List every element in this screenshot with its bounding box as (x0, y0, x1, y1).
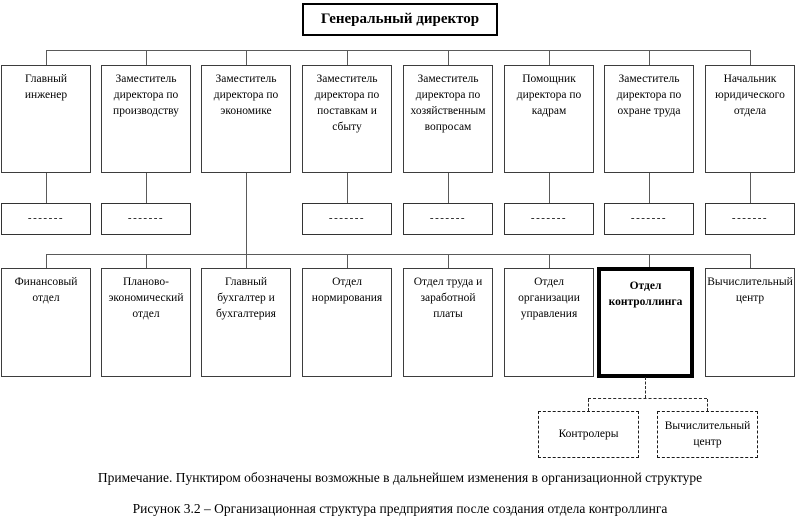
connector-stub (750, 173, 751, 203)
node-future-controllers: Контролеры (538, 411, 639, 458)
node-controlling-dept: Отдел контроллинга (597, 267, 694, 378)
placeholder-node: ------- (101, 203, 191, 235)
connector-bus-top (46, 50, 750, 51)
connector-dashed-stub (707, 399, 708, 411)
connector-stub (246, 254, 247, 268)
node-deputy-supply-sales: Заместитель директора по поставкам и сбыту (302, 65, 392, 173)
placeholder-node: ------- (302, 203, 392, 235)
connector-stub (347, 254, 348, 268)
connector-stub (649, 254, 650, 268)
node-deputy-production: Заместитель директора по производству (101, 65, 191, 173)
placeholder-node: ------- (604, 203, 694, 235)
connector-stub (549, 50, 550, 65)
node-management-org-dept: Отдел организации управления (504, 268, 594, 377)
connector-stub (146, 254, 147, 268)
placeholder-node: ------- (705, 203, 795, 235)
node-computing-center: Вычислительный центр (705, 268, 795, 377)
connector-stub (549, 173, 550, 203)
connector-stub (347, 173, 348, 203)
node-deputy-labor-safety: Заместитель директора по охране труда (604, 65, 694, 173)
diagram-note: Примечание. Пунктиром обозначены возможные в дальнейшем изменения в организационной структуре (97, 470, 703, 485)
connector-stub (750, 50, 751, 65)
node-labor-wages-dept: Отдел труда и заработной платы (403, 268, 493, 377)
connector-stub (347, 50, 348, 65)
node-general-director: Генеральный директор (302, 3, 498, 36)
connector-stub (146, 50, 147, 65)
placeholder-node: ------- (1, 203, 91, 235)
connector-stub (46, 50, 47, 65)
connector-dashed-stub (645, 377, 646, 398)
placeholder-node: ------- (504, 203, 594, 235)
node-future-computing-center: Вычислительный центр (657, 411, 758, 458)
connector-stub (246, 50, 247, 65)
placeholder-node: ------- (403, 203, 493, 235)
connector-stub (750, 254, 751, 268)
node-planning-economic-dept: Планово-экономический отдел (101, 268, 191, 377)
connector-stub (549, 254, 550, 268)
node-deputy-economics: Заместитель директора по экономике (201, 65, 291, 173)
connector-stub (649, 50, 650, 65)
connector-dashed-stub (588, 399, 589, 411)
connector-stub (649, 173, 650, 203)
connector-stub (46, 254, 47, 268)
connector-dashed-bus (588, 398, 707, 399)
node-deputy-household: Заместитель директора по хозяйственным вопросам (403, 65, 493, 173)
connector-stub (448, 254, 449, 268)
figure-caption: Рисунок 3.2 – Организационная структура предприятия после создания отдела контроллинга (132, 501, 668, 516)
connector-economics-line (246, 173, 247, 254)
node-finance-dept: Финансовый отдел (1, 268, 91, 377)
connector-stub (448, 50, 449, 65)
connector-stub (448, 173, 449, 203)
connector-stub (46, 173, 47, 203)
node-head-legal: Начальник юридического отдела (705, 65, 795, 173)
node-chief-accountant: Главный бухгалтер и бухгалтерия (201, 268, 291, 377)
node-rationing-dept: Отдел нормирования (302, 268, 392, 377)
node-assistant-hr: Помощник директора по кадрам (504, 65, 594, 173)
connector-bus-bottom (46, 254, 750, 255)
node-chief-engineer: Главный инженер (1, 65, 91, 173)
connector-stub (146, 173, 147, 203)
